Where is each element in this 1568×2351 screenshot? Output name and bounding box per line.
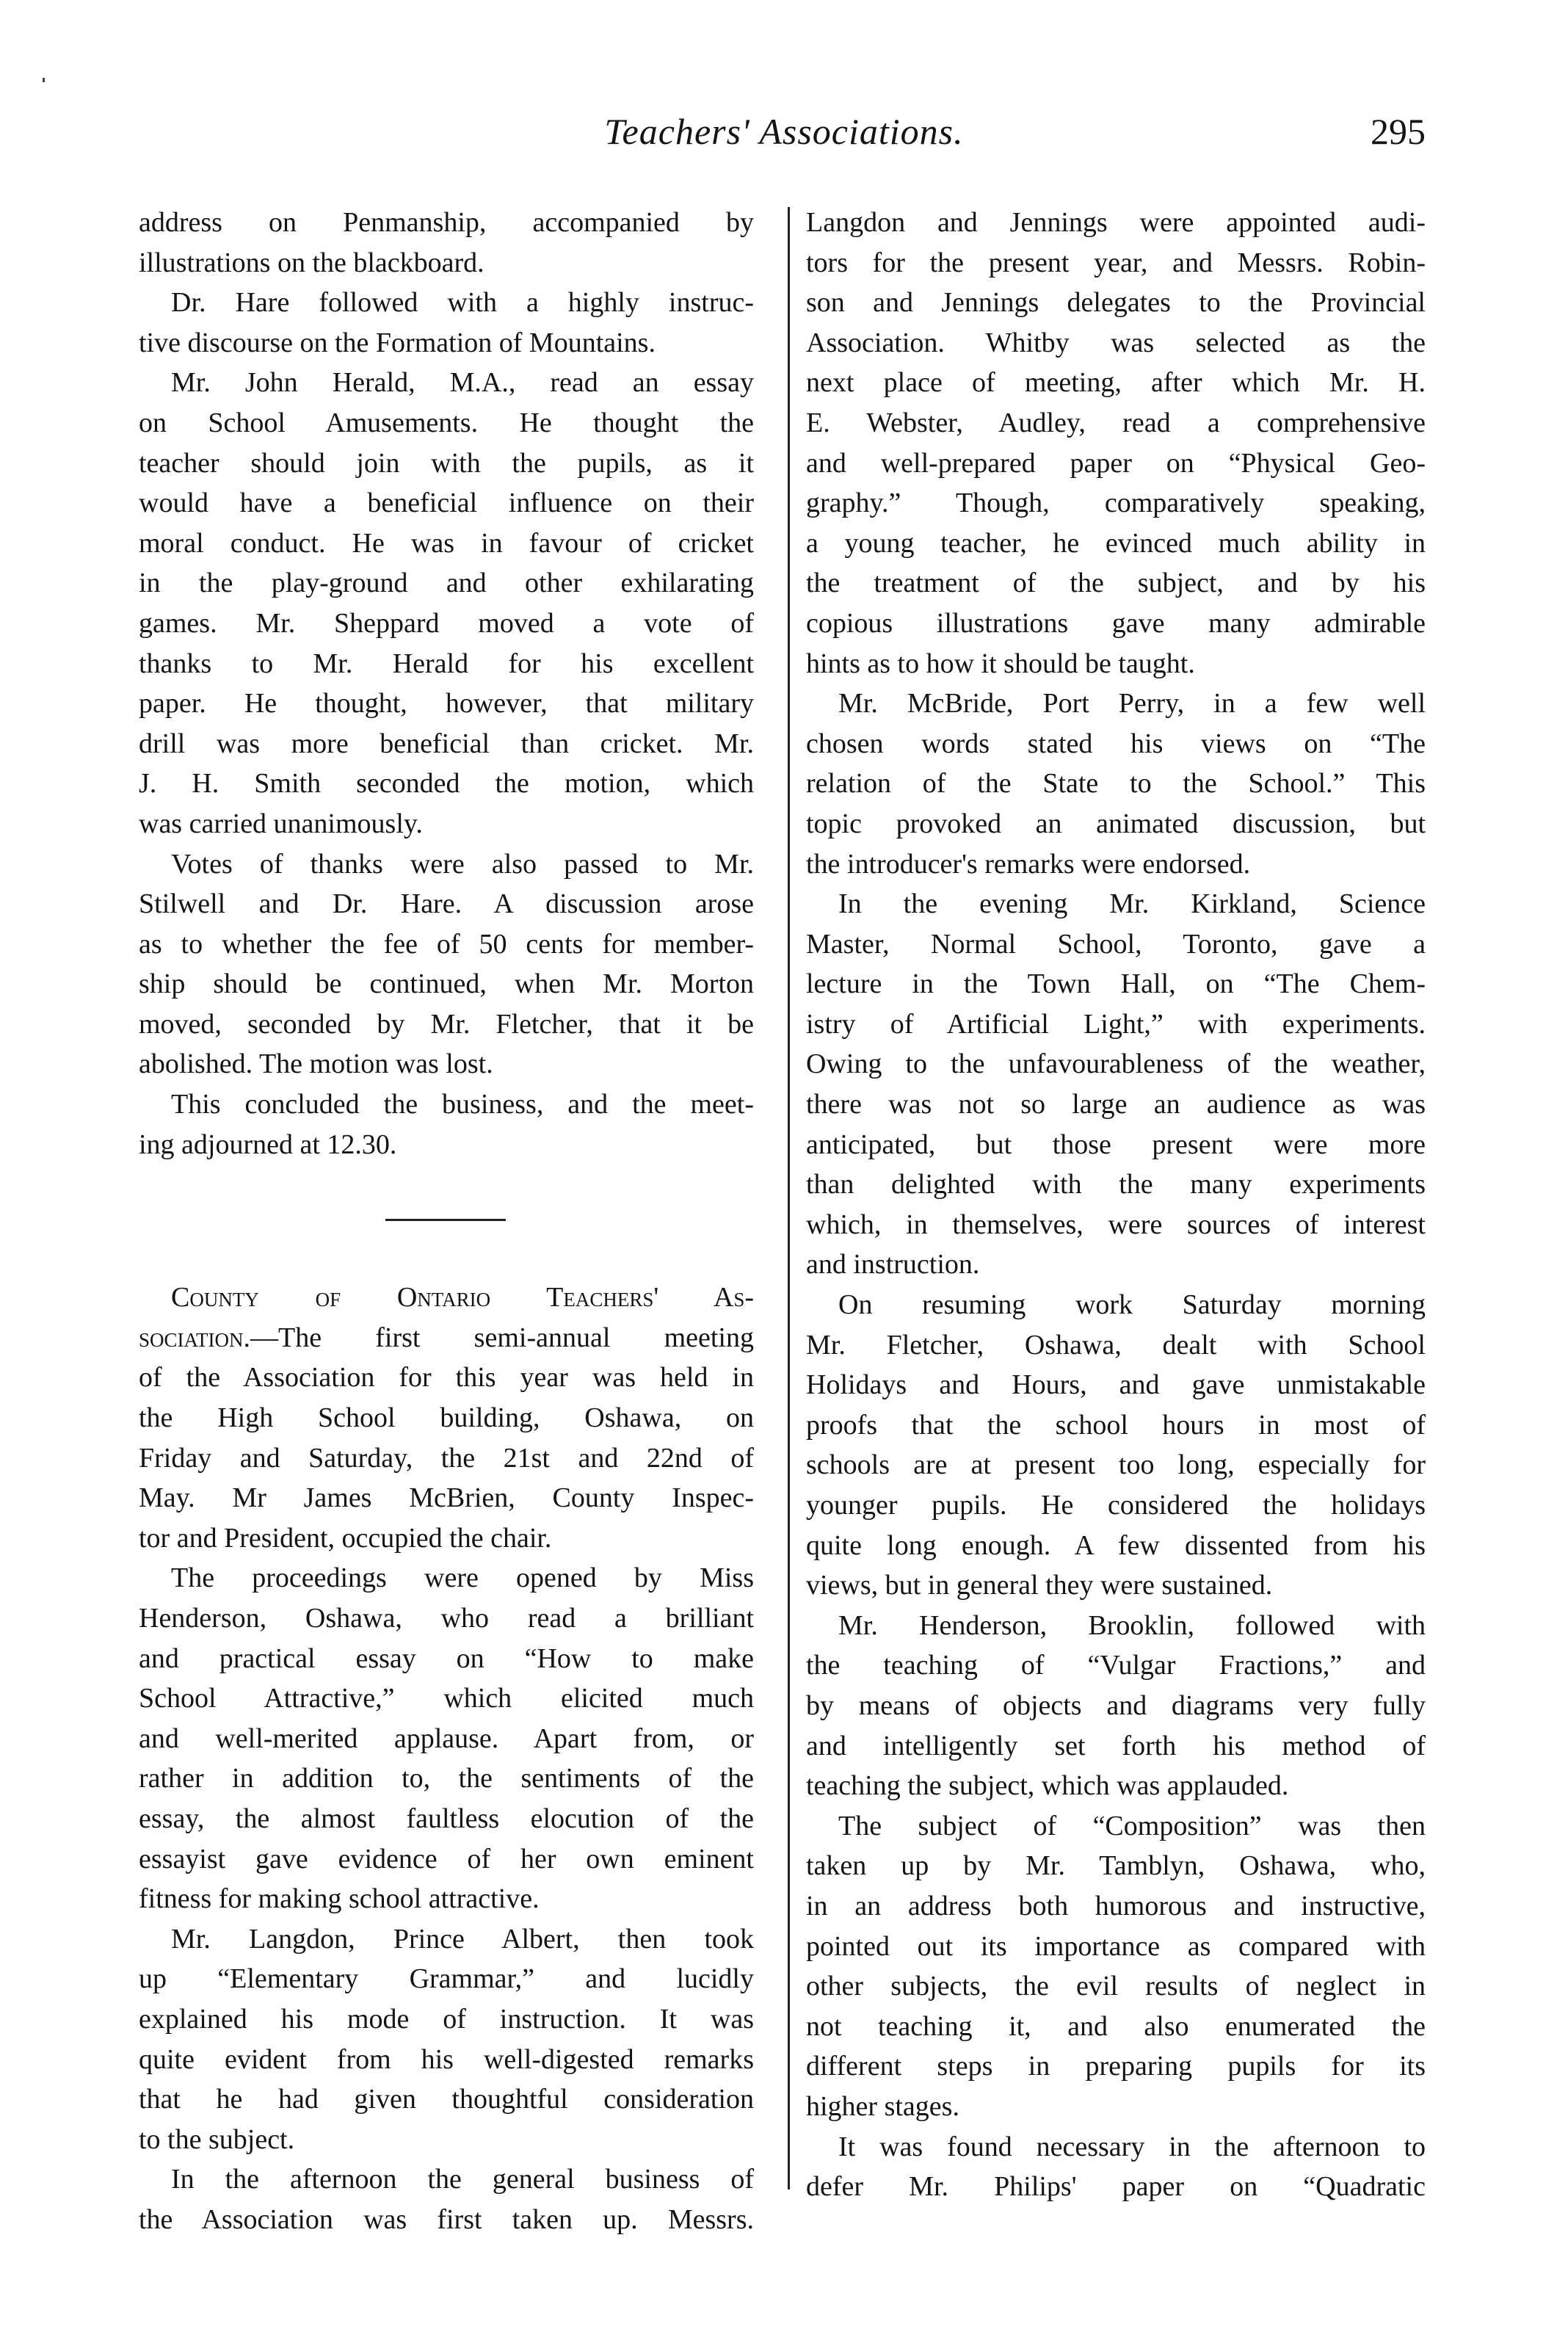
text-line: The proceedings were opened by Miss: [171, 1562, 754, 1594]
text-line: other subjects, the evil results of neglect in: [806, 1971, 1426, 2002]
text-line: explained his mode of instruction. It was: [139, 2003, 754, 2035]
text-line: of the Association for this year was held in: [139, 1362, 754, 1394]
text-line: Stilwell and Dr. Hare. A discussion arose: [139, 888, 754, 920]
text-line: than delighted with the many experiments: [806, 1169, 1426, 1200]
text-line: by means of objects and diagrams very fully: [806, 1689, 1426, 1721]
text-line: essay, the almost faultless elocution of the: [139, 1803, 754, 1834]
text-line: In the afternoon the general business of: [171, 2164, 754, 2195]
text-line: ship should be continued, when Mr. Morton: [139, 968, 754, 1000]
text-line: copious illustrations gave many admirable: [806, 607, 1426, 639]
text-line: was carried unanimously.: [139, 808, 423, 839]
text-line: thanks to Mr. Herald for his excellent: [139, 648, 754, 679]
text-line: a young teacher, he evinced much ability in: [806, 527, 1426, 559]
paragraph: [806, 684, 1426, 884]
paragraph: [139, 1558, 754, 1919]
text-line: relation of the State to the School.” This: [806, 768, 1426, 800]
text-line: May. Mr James McBrien, County Inspec-: [139, 1482, 754, 1514]
text-line: the introducer's remarks were endorsed.: [806, 848, 1251, 880]
text-line: and practical essay on “How to make: [139, 1642, 754, 1674]
right-column: [806, 203, 1426, 2207]
text-line: in the play-ground and other exhilarating: [139, 568, 754, 599]
text-line: views, but in general they were sustained.: [806, 1570, 1273, 1601]
text-line: topic provoked an animated discussion, but: [806, 808, 1426, 839]
text-line: higher stages.: [806, 2090, 959, 2122]
text-line: next place of meeting, after which Mr. H.: [806, 367, 1426, 399]
text-line: rather in addition to, the sentiments of the: [139, 1763, 754, 1794]
text-line: there was not so large an audience as was: [806, 1089, 1426, 1120]
text-line: The subject of “Composition” was then: [838, 1810, 1426, 1841]
section-rule: [385, 1219, 506, 1221]
text-line: Mr. McBride, Port Perry, in a few well: [838, 688, 1426, 720]
text-line: the treatment of the subject, and by his: [806, 568, 1426, 599]
text-line: address on Penmanship, accompanied by: [139, 207, 754, 238]
paragraph: [139, 1084, 754, 1164]
text-line: Holidays and Hours, and gave unmistakable: [806, 1369, 1426, 1401]
paragraph: [139, 2159, 754, 2239]
text-line: Mr. Henderson, Brooklin, followed with: [838, 1609, 1426, 1641]
text-line: anticipated, but those present were more: [806, 1129, 1426, 1160]
text-line: drill was more beneficial than cricket. Mr.: [139, 728, 754, 759]
text-line: illustrations on the blackboard.: [139, 247, 484, 278]
text-line: moral conduct. He was in favour of cricket: [139, 527, 754, 559]
text-line: J. H. Smith seconded the motion, which: [139, 768, 754, 800]
text-line: tive discourse on the Formation of Mountains.: [139, 327, 656, 358]
text-line: on School Amusements. He thought the: [139, 407, 754, 438]
text-line: chosen words stated his views on “The: [806, 728, 1426, 759]
text-line: younger pupils. He considered the holidays: [806, 1490, 1426, 1521]
page-number: 295: [1371, 111, 1426, 152]
text-line: pointed out its importance as compared with: [806, 1930, 1426, 1962]
text-line: and well-prepared paper on “Physical Geo-: [806, 447, 1426, 479]
text-line: Master, Normal School, Toronto, gave a: [806, 928, 1426, 960]
text-line: This concluded the business, and the meet-: [171, 1089, 754, 1120]
text-line: School Attractive,” which elicited much: [139, 1683, 754, 1714]
text-line: essayist gave evidence of her own eminent: [139, 1843, 754, 1874]
text-line: Association. Whitby was selected as the: [806, 327, 1426, 358]
text-line: lecture in the Town Hall, on “The Chem-: [806, 968, 1426, 1000]
text-line: son and Jennings delegates to the Provincial: [806, 287, 1426, 319]
text-line: [139, 1318, 754, 1358]
left-column: [139, 203, 754, 2240]
text-line: the Association was first taken up. Messrs.: [139, 2203, 754, 2235]
text-line: that he had given thoughtful consideration: [139, 2084, 754, 2115]
text-line: as to whether the fee of 50 cents for member-: [139, 928, 754, 960]
text-line: up “Elementary Grammar,” and lucidly: [139, 1963, 754, 1995]
paragraph: [139, 1919, 754, 2160]
text-line: paper. He thought, however, that military: [139, 688, 754, 720]
text-line: istry of Artificial Light,” with experiments.: [806, 1008, 1426, 1040]
paragraph: [806, 1285, 1426, 1606]
running-head: Teachers' Associations.: [604, 111, 964, 152]
text-line: tors for the present year, and Messrs. Robin-: [806, 247, 1426, 278]
text-line: quite evident from his well-digested remarks: [139, 2043, 754, 2075]
text-line: the High School building, Oshawa, on: [139, 1402, 754, 1434]
text-line: to the subject.: [139, 2123, 295, 2155]
text-line: Votes of thanks were also passed to Mr.: [171, 848, 754, 880]
text-line: and intelligently set forth his method of: [806, 1730, 1426, 1761]
paragraph: [139, 203, 754, 283]
column-divider: [788, 207, 790, 2189]
text-line: and instruction.: [806, 1249, 980, 1280]
paragraph: [139, 363, 754, 844]
text-line: Mr. John Herald, M.A., read an essay: [171, 367, 754, 399]
text-line: defer Mr. Philips' paper on “Quadratic: [806, 2171, 1426, 2203]
text-line: Henderson, Oshawa, who read a brilliant: [139, 1603, 754, 1634]
text-line: Dr. Hare followed with a highly instruc-: [171, 287, 754, 319]
text-line: fitness for making school attractive.: [139, 1883, 540, 1915]
text-line: the teaching of “Vulgar Fractions,” and: [806, 1650, 1426, 1681]
text-line: In the evening Mr. Kirkland, Science: [838, 888, 1426, 920]
text-line: ing adjourned at 12.30.: [139, 1129, 397, 1160]
text-line: and well-merited applause. Apart from, or: [139, 1723, 754, 1754]
section-heading: County of Ontario Teachers' As-: [171, 1282, 754, 1314]
text-line: Friday and Saturday, the 21st and 22nd of: [139, 1442, 754, 1474]
text-line: E. Webster, Audley, read a comprehensive: [806, 407, 1426, 438]
paragraph: [806, 1606, 1426, 1806]
text-line: Mr. Fletcher, Oshawa, dealt with School: [806, 1329, 1426, 1361]
text-line: It was found necessary in the afternoon to: [838, 2131, 1426, 2162]
text-line: tor and President, occupied the chair.: [139, 1522, 552, 1554]
text-line: hints as to how it should be taught.: [806, 648, 1195, 679]
text-line: teacher should join with the pupils, as it: [139, 447, 754, 479]
text-line: proofs that the school hours in most of: [806, 1409, 1426, 1441]
text-line: abolished. The motion was lost.: [139, 1048, 493, 1080]
paragraph: [806, 884, 1426, 1285]
text-line: moved, seconded by Mr. Fletcher, that it be: [139, 1008, 754, 1040]
text-run: —The first semi-annual meeting: [250, 1322, 754, 1353]
text-line: [139, 1278, 754, 1318]
section-heading-paragraph: [139, 1278, 754, 1558]
paragraph: [806, 203, 1426, 684]
text-line: not teaching it, and also enumerated the: [806, 2010, 1426, 2042]
text-line: which, in themselves, were sources of interest: [806, 1209, 1426, 1240]
section-heading: sociation.: [139, 1322, 251, 1353]
paragraph: [806, 1806, 1426, 2127]
text-line: teaching the subject, which was applauded.: [806, 1770, 1289, 1802]
text-line: would have a beneficial influence on their: [139, 488, 754, 519]
text-line: Mr. Langdon, Prince Albert, then took: [171, 1923, 754, 1955]
paragraph: [139, 283, 754, 363]
text-line: schools are at present too long, especially for: [806, 1449, 1426, 1481]
scan-mark: [43, 78, 45, 82]
text-line: in an address both humorous and instructive,: [806, 1890, 1426, 1921]
text-line: taken up by Mr. Tamblyn, Oshawa, who,: [806, 1850, 1426, 1882]
paragraph: [806, 2127, 1426, 2207]
text-line: quite long enough. A few dissented from his: [806, 1529, 1426, 1561]
text-line: On resuming work Saturday morning: [838, 1289, 1426, 1321]
text-line: different steps in preparing pupils for its: [806, 2051, 1426, 2082]
text-line: games. Mr. Sheppard moved a vote of: [139, 607, 754, 639]
text-line: Langdon and Jennings were appointed audi-: [806, 207, 1426, 238]
text-line: Owing to the unfavourableness of the weather,: [806, 1048, 1426, 1080]
paragraph: [139, 844, 754, 1085]
text-line: graphy.” Though, comparatively speaking,: [806, 488, 1426, 519]
